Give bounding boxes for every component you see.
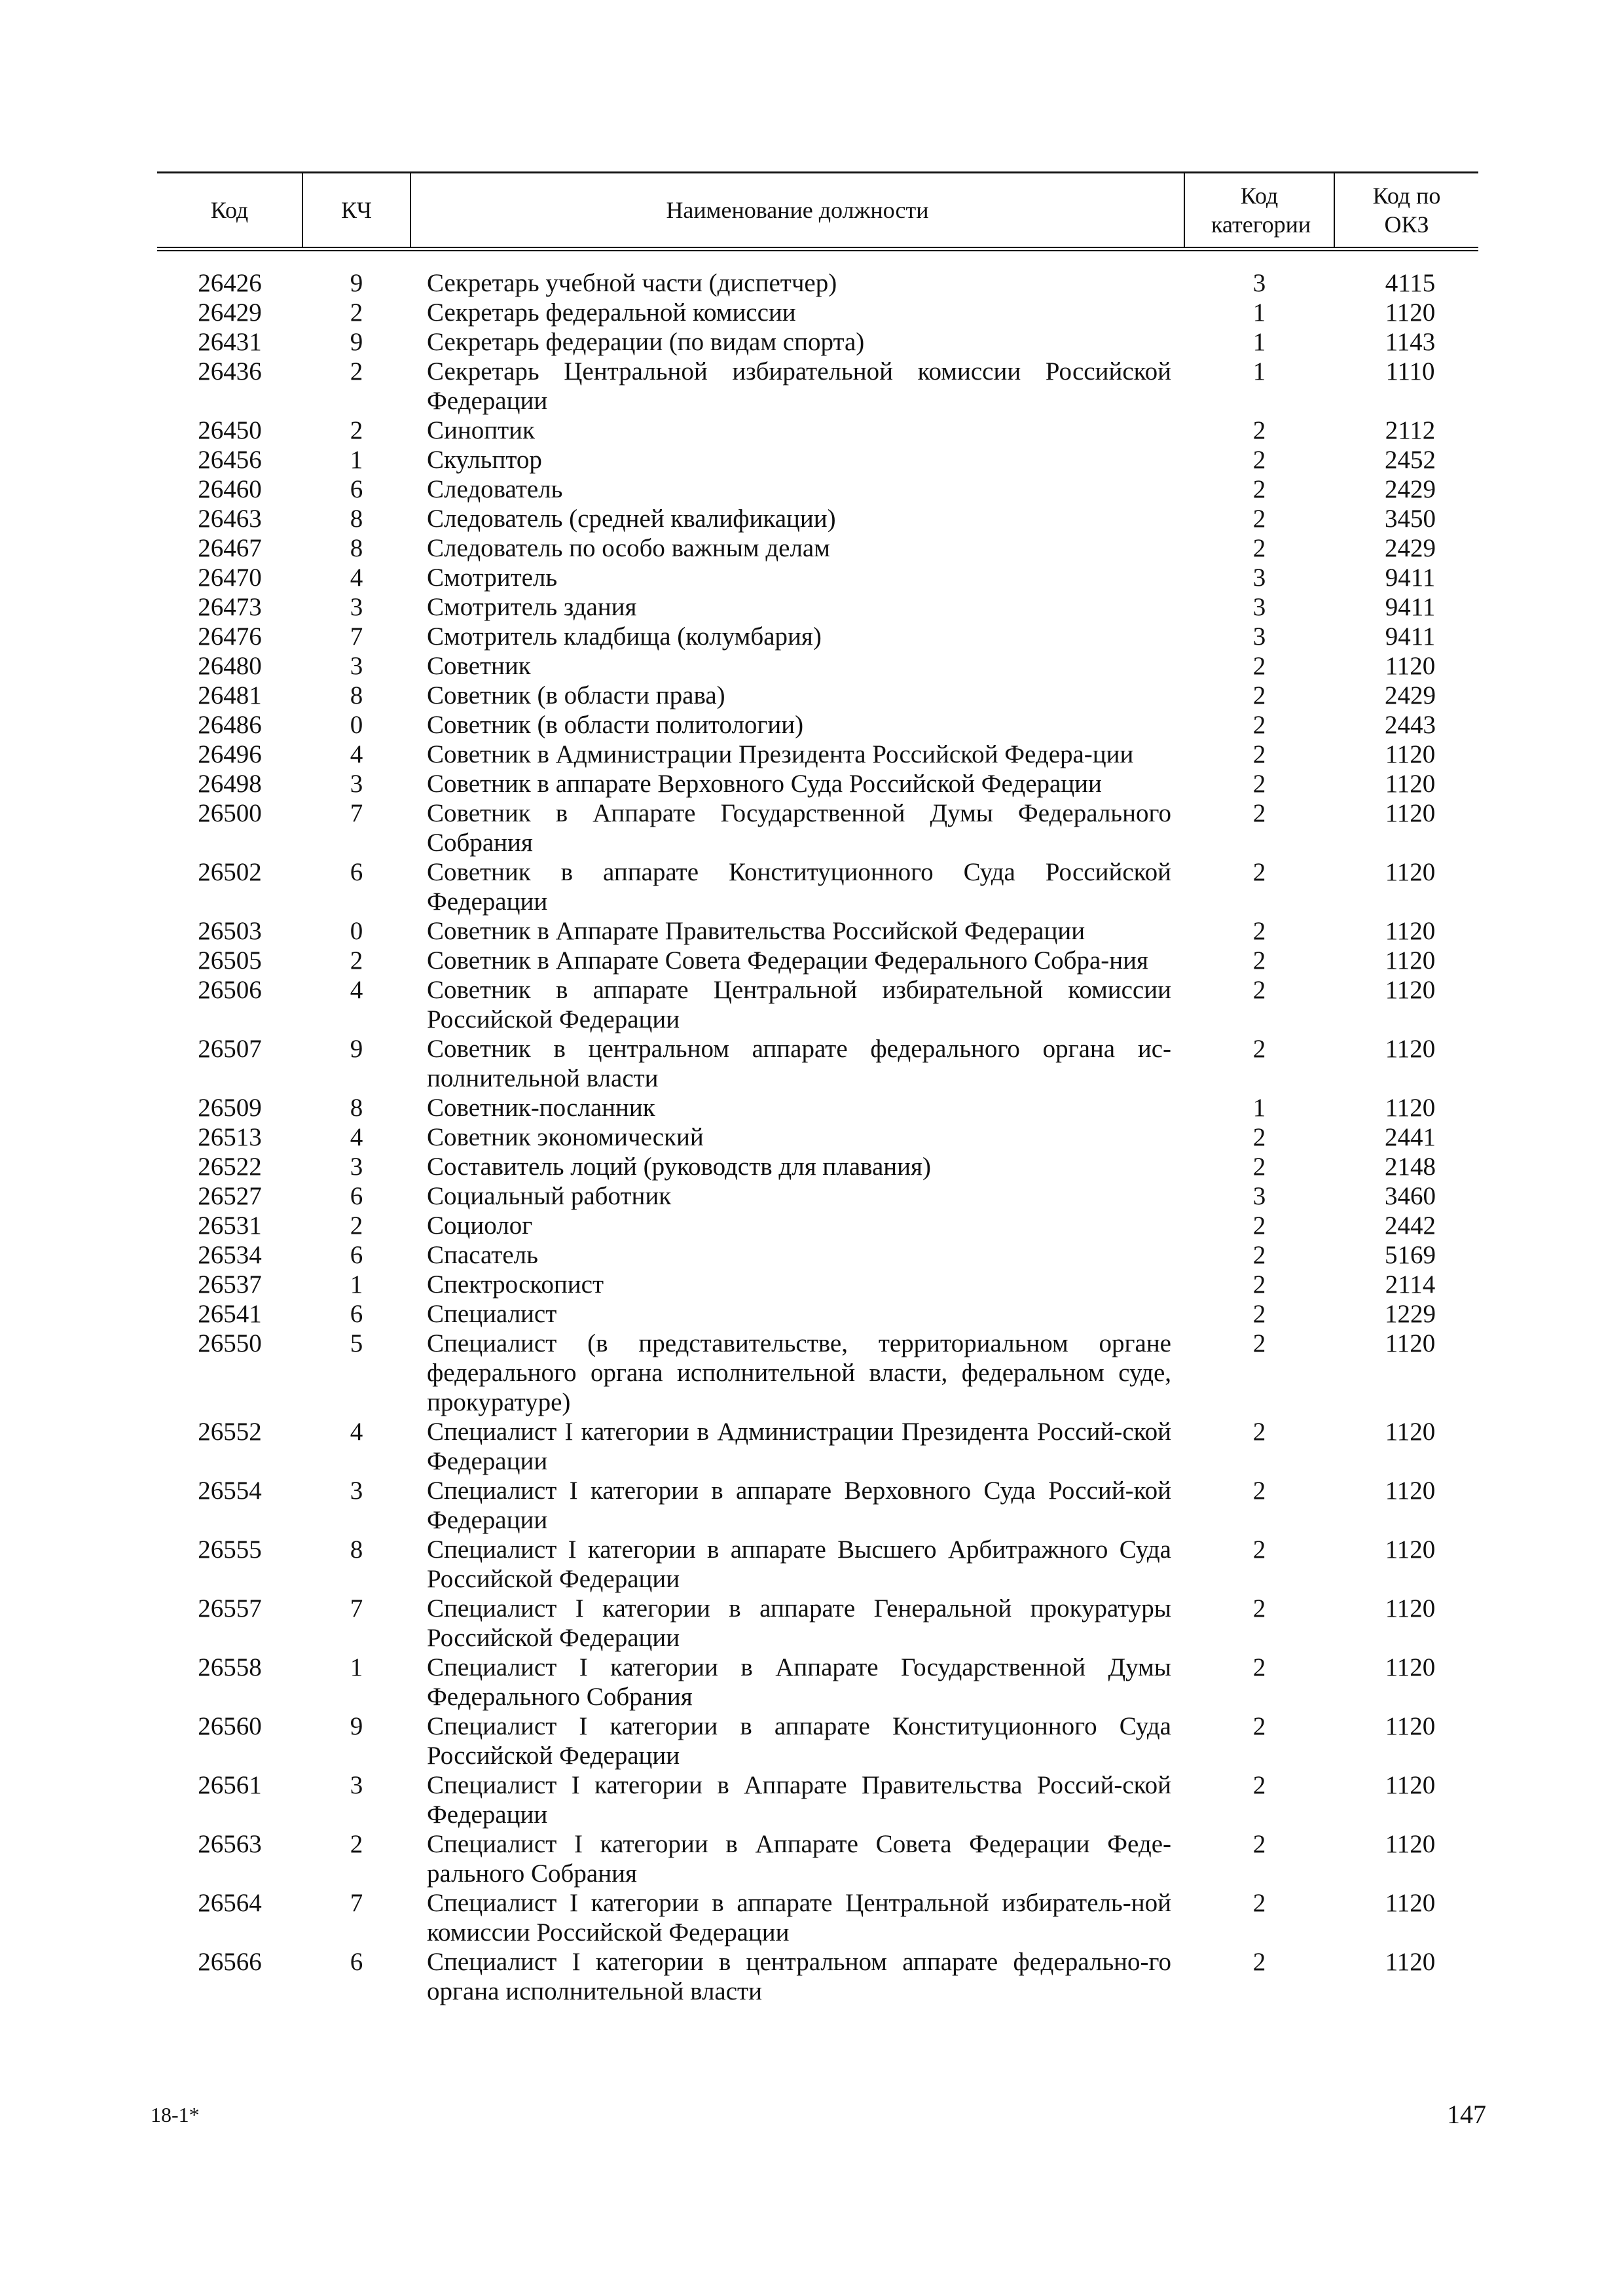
cell-okz: 1120 — [1385, 1594, 1436, 1623]
cell-kch: 2 — [350, 416, 363, 444]
cell-name: Специалист I категории в аппарате Генеральной прокуратуры Российской Федерации — [427, 1594, 1171, 1652]
cell-code: 26467 — [198, 534, 262, 562]
cell-okz: 2429 — [1385, 534, 1436, 562]
table-row — [157, 1270, 1478, 1299]
cell-code: 26555 — [198, 1535, 262, 1564]
table-row — [157, 1712, 1478, 1770]
header-kch: КЧ — [302, 173, 410, 249]
header-category: Код категории — [1184, 173, 1334, 249]
cell-okz: 1120 — [1385, 1535, 1436, 1564]
cell-kch: 9 — [350, 1035, 363, 1063]
cell-okz: 2112 — [1385, 416, 1436, 444]
cell-code: 26460 — [198, 475, 262, 503]
cell-code: 26558 — [198, 1653, 262, 1681]
cell-okz: 1120 — [1385, 1771, 1436, 1799]
cell-kch: 1 — [350, 446, 363, 474]
cell-code: 26537 — [198, 1270, 262, 1299]
table-row — [157, 1122, 1478, 1152]
cell-code: 26436 — [198, 357, 262, 386]
cell-category: 2 — [1252, 1035, 1266, 1063]
cell-kch: 7 — [350, 1889, 363, 1917]
table-row — [157, 798, 1478, 857]
cell-name: Секретарь федерации (по видам спорта) — [427, 328, 865, 356]
cell-category: 2 — [1252, 1329, 1266, 1357]
cell-name: Советник (в области права) — [427, 681, 725, 709]
table-row — [157, 740, 1478, 769]
cell-code: 26522 — [198, 1153, 262, 1181]
cell-kch: 1 — [350, 1653, 363, 1681]
cell-okz: 1120 — [1385, 1329, 1436, 1357]
cell-code: 26541 — [198, 1300, 262, 1328]
cell-category: 1 — [1252, 328, 1266, 356]
cell-category: 2 — [1252, 1270, 1266, 1299]
cell-kch: 3 — [350, 770, 363, 798]
cell-category: 3 — [1252, 622, 1266, 651]
table-row — [157, 1594, 1478, 1653]
cell-kch: 8 — [350, 1094, 363, 1122]
table-row — [157, 710, 1478, 740]
cell-kch: 3 — [350, 1771, 363, 1799]
table-row — [157, 1947, 1478, 2006]
table-row — [157, 445, 1478, 475]
cell-okz: 9411 — [1385, 622, 1436, 651]
cell-category: 2 — [1252, 1153, 1266, 1181]
cell-okz: 1229 — [1385, 1300, 1436, 1328]
cell-okz: 5169 — [1385, 1241, 1436, 1269]
cell-name: Советник в Аппарате Государственной Думы Федерального Собрания — [427, 799, 1171, 857]
cell-category: 2 — [1252, 505, 1266, 533]
cell-category: 2 — [1252, 1477, 1266, 1505]
cell-category: 2 — [1252, 770, 1266, 798]
table-row — [157, 1535, 1478, 1594]
cell-code: 26527 — [198, 1182, 262, 1210]
cell-okz: 4115 — [1385, 269, 1436, 297]
cell-name: Смотритель здания — [427, 593, 637, 621]
cell-name: Скульптор — [427, 446, 542, 474]
positions-table — [157, 171, 1478, 2006]
cell-kch: 3 — [350, 1477, 363, 1505]
cell-okz: 1120 — [1385, 1948, 1436, 1976]
cell-code: 26463 — [198, 505, 262, 533]
cell-code: 26429 — [198, 298, 262, 327]
table-row — [157, 681, 1478, 710]
cell-name: Советник-посланник — [427, 1094, 655, 1122]
cell-code: 26506 — [198, 976, 262, 1004]
cell-okz: 1120 — [1385, 976, 1436, 1004]
cell-kch: 3 — [350, 1153, 363, 1181]
cell-category: 2 — [1252, 1211, 1266, 1240]
cell-code: 26554 — [198, 1477, 262, 1505]
cell-name: Специалист I категории в аппарате Конституционного Суда Российской Федерации — [427, 1712, 1171, 1770]
cell-category: 2 — [1252, 681, 1266, 709]
cell-code: 26470 — [198, 564, 262, 592]
cell-name: Советник в аппарате Верховного Суда Российской Федерации — [427, 770, 1102, 798]
table-row — [157, 563, 1478, 592]
table-row — [157, 357, 1478, 416]
cell-category: 2 — [1252, 446, 1266, 474]
cell-category: 2 — [1252, 976, 1266, 1004]
cell-okz: 1120 — [1385, 770, 1436, 798]
table-row — [157, 1034, 1478, 1093]
cell-category: 2 — [1252, 917, 1266, 945]
cell-kch: 5 — [350, 1329, 363, 1357]
cell-code: 26557 — [198, 1594, 262, 1623]
cell-category: 1 — [1252, 357, 1266, 386]
cell-kch: 8 — [350, 1535, 363, 1564]
cell-name: Составитель лоций (руководств для плавания) — [427, 1153, 931, 1181]
cell-name: Специалист I категории в аппарате Высшего Арбитражного Суда Российской Федерации — [427, 1535, 1171, 1593]
cell-kch: 2 — [350, 946, 363, 975]
table-row — [157, 1093, 1478, 1122]
cell-category: 2 — [1252, 799, 1266, 827]
cell-kch: 9 — [350, 1712, 363, 1740]
table-row — [157, 857, 1478, 916]
cell-okz: 1120 — [1385, 1830, 1436, 1858]
cell-name: Советник в Аппарате Правительства Российской Федерации — [427, 917, 1085, 945]
cell-kch: 6 — [350, 1241, 363, 1269]
table-row — [157, 1240, 1478, 1270]
cell-name: Советник в аппарате Конституционного Суда Российской Федерации — [427, 858, 1171, 916]
cell-okz: 9411 — [1385, 564, 1436, 592]
cell-kch: 4 — [350, 1418, 363, 1446]
cell-category: 3 — [1252, 269, 1266, 297]
table-row — [157, 416, 1478, 445]
cell-code: 26481 — [198, 681, 262, 709]
cell-category: 2 — [1252, 475, 1266, 503]
table-row — [157, 916, 1478, 946]
cell-kch: 0 — [350, 711, 363, 739]
cell-name: Специалист I категории в Аппарате Совета Федерации Феде-рального Собрания — [427, 1830, 1171, 1888]
table-row — [157, 592, 1478, 622]
table-row — [157, 651, 1478, 681]
table-row — [157, 533, 1478, 563]
cell-okz: 1120 — [1385, 1653, 1436, 1681]
cell-category: 2 — [1252, 1653, 1266, 1681]
cell-okz: 1120 — [1385, 740, 1436, 768]
cell-name: Социальный работник — [427, 1182, 672, 1210]
cell-code: 26505 — [198, 946, 262, 975]
cell-kch: 2 — [350, 1830, 363, 1858]
cell-name: Секретарь федеральной комиссии — [427, 298, 796, 327]
table-row — [157, 1888, 1478, 1947]
cell-okz: 1120 — [1385, 1712, 1436, 1740]
cell-name: Советник — [427, 652, 531, 680]
cell-kch: 6 — [350, 1300, 363, 1328]
cell-code: 26502 — [198, 858, 262, 886]
cell-kch: 8 — [350, 681, 363, 709]
cell-name: Специалист I категории в Аппарате Государственной Думы Федерального Собрания — [427, 1653, 1171, 1711]
cell-kch: 3 — [350, 593, 363, 621]
table-body — [157, 249, 1478, 2007]
cell-category: 2 — [1252, 1123, 1266, 1151]
cell-code: 26507 — [198, 1035, 262, 1063]
cell-category: 2 — [1252, 946, 1266, 975]
table-row — [157, 1211, 1478, 1240]
cell-okz: 2429 — [1385, 681, 1436, 709]
table-row — [157, 622, 1478, 651]
cell-code: 26566 — [198, 1948, 262, 1976]
cell-kch: 4 — [350, 976, 363, 1004]
cell-name: Спасатель — [427, 1241, 538, 1269]
cell-name: Советник экономический — [427, 1123, 704, 1151]
cell-code: 26552 — [198, 1418, 262, 1446]
cell-name: Специалист — [427, 1300, 557, 1328]
cell-name: Советник в Администрации Президента Российской Федера-ции — [427, 740, 1134, 768]
cell-kch: 8 — [350, 534, 363, 562]
cell-okz: 1120 — [1385, 858, 1436, 886]
cell-category: 2 — [1252, 1300, 1266, 1328]
cell-kch: 4 — [350, 740, 363, 768]
cell-okz: 3450 — [1385, 505, 1436, 533]
cell-okz: 2441 — [1385, 1123, 1436, 1151]
table-header — [157, 173, 1478, 249]
cell-code: 26431 — [198, 328, 262, 356]
header-okz: Код по ОКЗ — [1334, 173, 1478, 249]
cell-code: 26534 — [198, 1241, 262, 1269]
cell-okz: 1120 — [1385, 1889, 1436, 1917]
cell-code: 26509 — [198, 1094, 262, 1122]
table-row — [157, 1299, 1478, 1329]
cell-name: Специалист I категории в Администрации Президента Россий-ской Федерации — [427, 1418, 1171, 1475]
cell-category: 2 — [1252, 858, 1266, 886]
header-name: Наименование должности — [410, 173, 1184, 249]
cell-name: Смотритель кладбища (колумбария) — [427, 622, 822, 651]
cell-okz: 1120 — [1385, 799, 1436, 827]
cell-okz: 2114 — [1385, 1270, 1436, 1299]
cell-okz: 1120 — [1385, 917, 1436, 945]
table-row — [157, 1770, 1478, 1829]
cell-okz: 1120 — [1385, 1418, 1436, 1446]
cell-name: Специалист (в представительстве, территориальном органе федерального органа исполнительной власти, федеральном суде, прокуратуре) — [427, 1329, 1171, 1416]
cell-kch: 6 — [350, 858, 363, 886]
cell-code: 26500 — [198, 799, 262, 827]
cell-kch: 3 — [350, 652, 363, 680]
cell-kch: 6 — [350, 475, 363, 503]
cell-okz: 1110 — [1385, 357, 1435, 386]
cell-category: 2 — [1252, 534, 1266, 562]
cell-kch: 6 — [350, 1948, 363, 1976]
cell-name: Секретарь учебной части (диспетчер) — [427, 269, 837, 297]
cell-name: Советник (в области политологии) — [427, 711, 804, 739]
header-code: Код — [210, 197, 249, 223]
cell-category: 2 — [1252, 416, 1266, 444]
cell-category: 1 — [1252, 1094, 1266, 1122]
cell-category: 3 — [1252, 1182, 1266, 1210]
cell-code: 26564 — [198, 1889, 262, 1917]
cell-code: 26476 — [198, 622, 262, 651]
cell-category: 2 — [1252, 1594, 1266, 1623]
cell-okz: 2452 — [1385, 446, 1436, 474]
table-row — [157, 1329, 1478, 1417]
cell-name: Секретарь Центральной избирательной комиссии Российской Федерации — [427, 357, 1171, 415]
cell-name: Следователь по особо важным делам — [427, 534, 830, 562]
cell-code: 26450 — [198, 416, 262, 444]
cell-okz: 2429 — [1385, 475, 1436, 503]
cell-okz: 9411 — [1385, 593, 1436, 621]
cell-okz: 2442 — [1385, 1211, 1436, 1240]
cell-category: 3 — [1252, 593, 1266, 621]
cell-kch: 7 — [350, 799, 363, 827]
cell-category: 2 — [1252, 711, 1266, 739]
cell-name: Спектроскопист — [427, 1270, 604, 1299]
cell-okz: 1120 — [1385, 1035, 1436, 1063]
table-row — [157, 1653, 1478, 1712]
cell-category: 2 — [1252, 1241, 1266, 1269]
cell-code: 26456 — [198, 446, 262, 474]
cell-kch: 0 — [350, 917, 363, 945]
table-row — [157, 1417, 1478, 1476]
cell-kch: 9 — [350, 328, 363, 356]
cell-code: 26561 — [198, 1771, 262, 1799]
cell-kch: 6 — [350, 1182, 363, 1210]
cell-okz: 3460 — [1385, 1182, 1436, 1210]
cell-code: 26480 — [198, 652, 262, 680]
cell-category: 2 — [1252, 1712, 1266, 1740]
cell-okz: 1120 — [1385, 298, 1436, 327]
cell-kch: 4 — [350, 1123, 363, 1151]
cell-name: Специалист I категории в аппарате Центральной избиратель-ной комиссии Российской Федерации — [427, 1889, 1171, 1946]
cell-category: 2 — [1252, 740, 1266, 768]
cell-code: 26531 — [198, 1211, 262, 1240]
cell-name: Специалист I категории в аппарате Верховного Суда Россий-кой Федерации — [427, 1477, 1171, 1534]
table-row — [157, 769, 1478, 798]
table-row — [157, 1829, 1478, 1888]
cell-category: 1 — [1252, 298, 1266, 327]
table-row — [157, 975, 1478, 1034]
cell-kch: 2 — [350, 298, 363, 327]
cell-kch: 7 — [350, 1594, 363, 1623]
cell-name: Советник в аппарате Центральной избирательной комиссии Российской Федерации — [427, 976, 1171, 1033]
cell-okz: 1120 — [1385, 1477, 1436, 1505]
cell-code: 26550 — [198, 1329, 262, 1357]
cell-okz: 1120 — [1385, 652, 1436, 680]
cell-okz: 2443 — [1385, 711, 1436, 739]
cell-code: 26486 — [198, 711, 262, 739]
table-row — [157, 946, 1478, 975]
cell-name: Следователь (средней квалификации) — [427, 505, 836, 533]
cell-name: Специалист I категории в центральном аппарате федерально-го органа исполнительной власти — [427, 1948, 1171, 2005]
table-row — [157, 249, 1478, 298]
cell-code: 26496 — [198, 740, 262, 768]
cell-kch: 4 — [350, 564, 363, 592]
cell-kch: 7 — [350, 622, 363, 651]
cell-category: 2 — [1252, 1889, 1266, 1917]
table-row — [157, 298, 1478, 327]
cell-code: 26498 — [198, 770, 262, 798]
cell-name: Синоптик — [427, 416, 535, 444]
cell-category: 3 — [1252, 564, 1266, 592]
cell-name: Советник в центральном аппарате федерального органа ис-полнительной власти — [427, 1035, 1171, 1092]
signature-mark: 18-1* — [151, 2103, 200, 2126]
cell-okz: 1143 — [1385, 328, 1436, 356]
table-row — [157, 1152, 1478, 1181]
table-row — [157, 327, 1478, 357]
cell-kch: 2 — [350, 1211, 363, 1240]
page-number: 147 — [1447, 2100, 1486, 2129]
cell-category: 2 — [1252, 1418, 1266, 1446]
cell-category: 2 — [1252, 1948, 1266, 1976]
cell-code: 26473 — [198, 593, 262, 621]
cell-category: 2 — [1252, 1830, 1266, 1858]
cell-code: 26426 — [198, 269, 262, 297]
cell-name: Специалист I категории в Аппарате Правительства Россий-ской Федерации — [427, 1771, 1171, 1829]
cell-kch: 2 — [350, 357, 363, 386]
cell-name: Следователь — [427, 475, 563, 503]
table-row — [157, 504, 1478, 533]
cell-okz: 1120 — [1385, 946, 1436, 975]
cell-kch: 9 — [350, 269, 363, 297]
cell-name: Смотритель — [427, 564, 558, 592]
cell-name: Советник в Аппарате Совета Федерации Федерального Собра-ния — [427, 946, 1148, 975]
table-row — [157, 1181, 1478, 1211]
table-row — [157, 1476, 1478, 1535]
cell-okz: 1120 — [1385, 1094, 1436, 1122]
cell-name: Социолог — [427, 1211, 533, 1240]
cell-kch: 8 — [350, 505, 363, 533]
cell-code: 26563 — [198, 1830, 262, 1858]
cell-code: 26560 — [198, 1712, 262, 1740]
table-row — [157, 475, 1478, 504]
cell-category: 2 — [1252, 1771, 1266, 1799]
cell-code: 26513 — [198, 1123, 262, 1151]
cell-category: 2 — [1252, 652, 1266, 680]
cell-code: 26503 — [198, 917, 262, 945]
cell-category: 2 — [1252, 1535, 1266, 1564]
cell-okz: 2148 — [1385, 1153, 1436, 1181]
cell-kch: 1 — [350, 1270, 363, 1299]
